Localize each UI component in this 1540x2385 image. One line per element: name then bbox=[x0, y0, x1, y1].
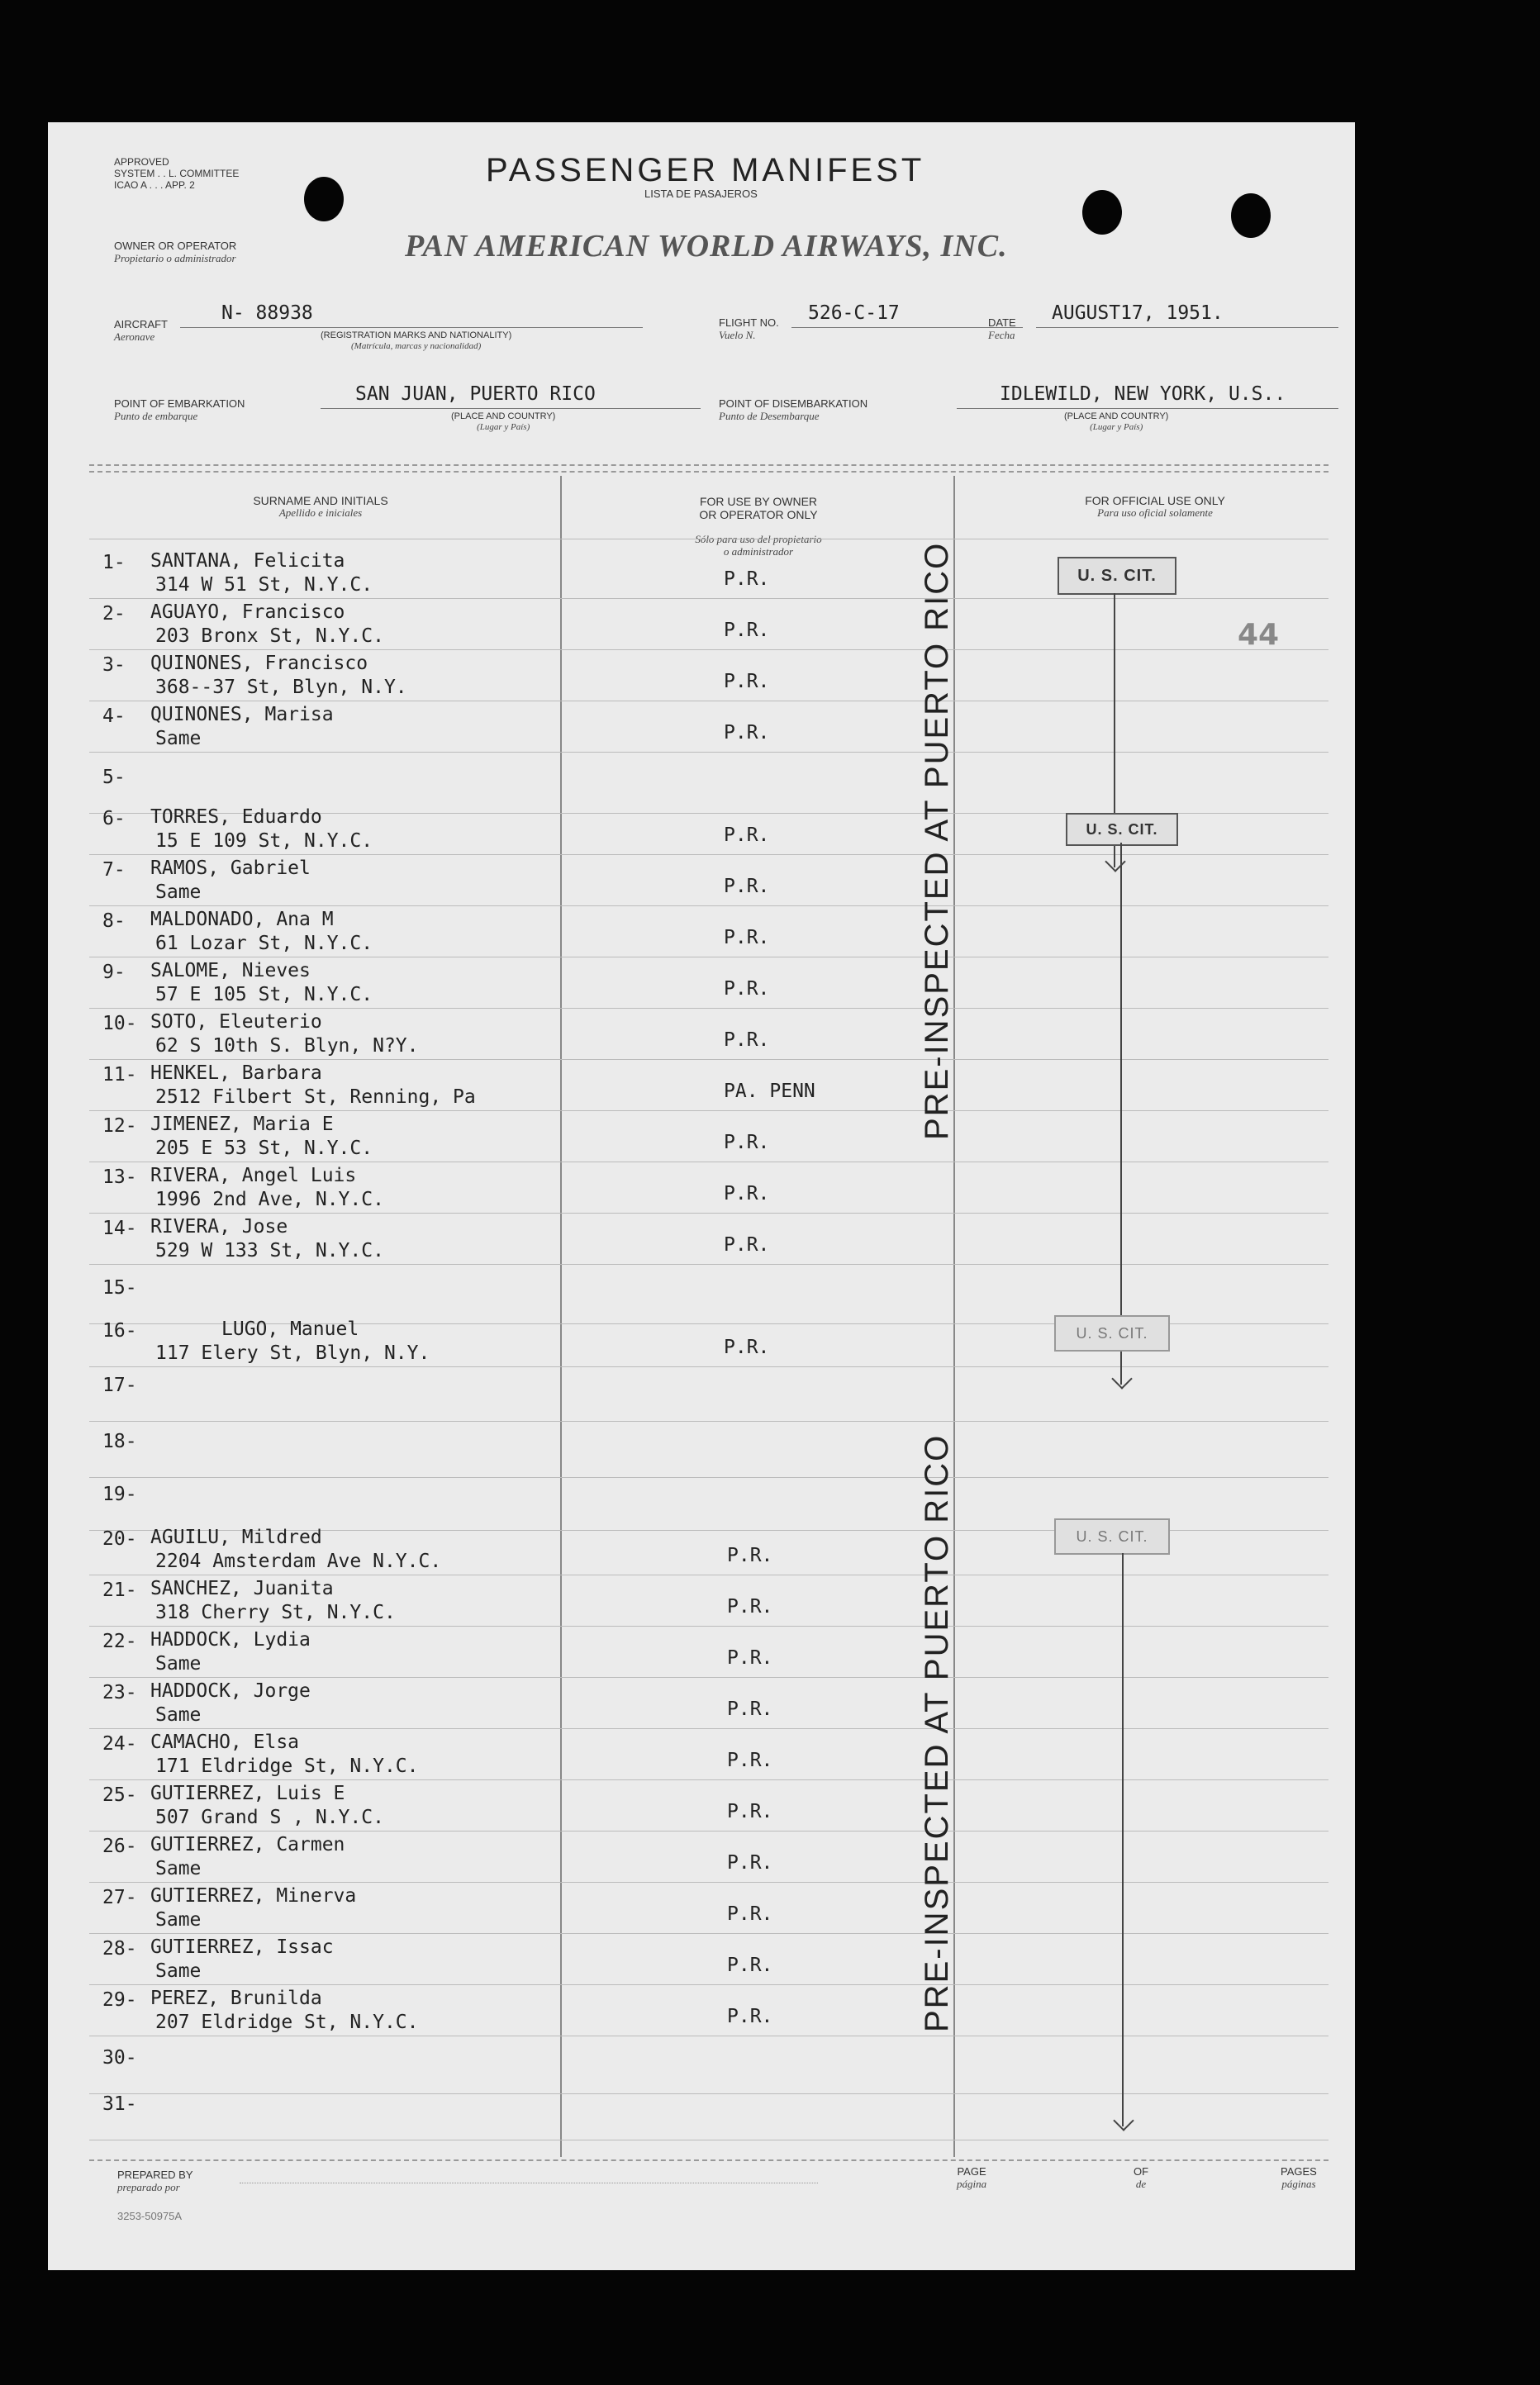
row-number: 24- bbox=[102, 1733, 137, 1755]
owner-use-code: P.R. bbox=[724, 1234, 770, 1256]
passenger-name: RIVERA, Angel Luis bbox=[150, 1165, 357, 1186]
owner-label: OWNER OR OPERATOR Propietario o administrador bbox=[114, 240, 237, 264]
owner-use-code: P.R. bbox=[724, 722, 770, 744]
owner-use-code: P.R. bbox=[724, 1337, 770, 1358]
passenger-name: SANTANA, Felicita bbox=[150, 550, 345, 572]
approved-line: APPROVED bbox=[114, 156, 169, 168]
row-number: 13- bbox=[102, 1166, 137, 1188]
passenger-address: 507 Grand S , N.Y.C. bbox=[155, 1807, 384, 1828]
passenger-address: Same bbox=[155, 1704, 202, 1726]
passenger-name: SANCHEZ, Juanita bbox=[150, 1578, 334, 1599]
row-rule bbox=[89, 1626, 1328, 1627]
owner-use-code: P.R. bbox=[727, 1903, 773, 1925]
page-title: PASSENGER MANIFEST bbox=[486, 152, 925, 188]
row-number: 27- bbox=[102, 1887, 137, 1908]
passenger-name: PEREZ, Brunilda bbox=[150, 1988, 322, 2009]
passenger-name: SALOME, Nieves bbox=[150, 960, 311, 981]
row-number: 25- bbox=[102, 1784, 137, 1806]
flight-label: FLIGHT NO. Vuelo N. bbox=[719, 316, 779, 341]
row-number: 6- bbox=[102, 808, 126, 829]
passenger-address: 57 E 105 St, N.Y.C. bbox=[155, 984, 373, 1005]
disembarkation-label: POINT OF DISEMBARKATION Punto de Desembarque bbox=[719, 397, 868, 422]
passenger-name: MALDONADO, Ana M bbox=[150, 909, 334, 930]
owner-use-code: P.R. bbox=[724, 1183, 770, 1204]
disembarkation-place-note: (PLACE AND COUNTRY) (Lugar y País) bbox=[1064, 411, 1169, 432]
us-cit-stamp-3: U. S. CIT. bbox=[1054, 1315, 1170, 1352]
passenger-name: GUTIERREZ, Minerva bbox=[150, 1885, 357, 1907]
row-number: 19- bbox=[102, 1484, 137, 1505]
passenger-name: GUTIERREZ, Luis E bbox=[150, 1783, 345, 1804]
column-divider-1 bbox=[560, 476, 562, 2157]
passenger-address: Same bbox=[155, 1960, 202, 1982]
passenger-name: CAMACHO, Elsa bbox=[150, 1732, 300, 1753]
embarkation-place-note: (PLACE AND COUNTRY) (Lugar y País) bbox=[451, 411, 556, 432]
passenger-name: TORRES, Eduardo bbox=[150, 806, 322, 828]
row-rule bbox=[89, 1728, 1328, 1729]
punch-hole-left bbox=[304, 177, 344, 221]
passenger-address: 1996 2nd Ave, N.Y.C. bbox=[155, 1189, 384, 1210]
passenger-address: Same bbox=[155, 1653, 202, 1675]
owner-use-code: P.R. bbox=[727, 1647, 773, 1669]
row-number: 12- bbox=[102, 1115, 137, 1137]
row-rule bbox=[89, 1366, 1328, 1367]
passenger-address: 2204 Amsterdam Ave N.Y.C. bbox=[155, 1551, 442, 1572]
row-rule bbox=[89, 1677, 1328, 1678]
passenger-name: QUINONES, Marisa bbox=[150, 704, 334, 725]
row-rule bbox=[89, 1110, 1328, 1111]
page-title-es: LISTA DE PASAJEROS bbox=[644, 188, 758, 200]
embarkation-label: POINT OF EMBARKATION Punto de embarque bbox=[114, 397, 245, 422]
owner-use-code: P.R. bbox=[727, 1750, 773, 1771]
passenger-name: GUTIERREZ, Carmen bbox=[150, 1834, 345, 1855]
row-rule bbox=[89, 905, 1328, 906]
of-label: OF de bbox=[1134, 2165, 1149, 2190]
row-number: 18- bbox=[102, 1431, 137, 1452]
col-header-official-use: FOR OFFICIAL USE ONLY Para uso oficial solamente bbox=[1085, 494, 1225, 520]
owner-use-code: P.R. bbox=[727, 1698, 773, 1720]
row-number: 14- bbox=[102, 1218, 137, 1239]
passenger-address: 205 E 53 St, N.Y.C. bbox=[155, 1138, 373, 1159]
row-rule bbox=[89, 752, 1328, 753]
approved-line: ICAO A . . . APP. 2 bbox=[114, 178, 195, 191]
passenger-name: HENKEL, Barbara bbox=[150, 1062, 322, 1084]
row-number: 7- bbox=[102, 859, 126, 881]
disembarkation-value: IDLEWILD, NEW YORK, U.S.. bbox=[1000, 383, 1286, 405]
row-rule bbox=[89, 1779, 1328, 1780]
manifest-sheet bbox=[48, 122, 1355, 2270]
registration-note: (REGISTRATION MARKS AND NATIONALITY) (Matrícula, marcas y nacionalidad) bbox=[321, 330, 512, 351]
passenger-address: Same bbox=[155, 1909, 202, 1931]
row-number: 4- bbox=[102, 706, 126, 727]
passenger-name: RIVERA, Jose bbox=[150, 1216, 288, 1238]
passenger-name: GUTIERREZ, Issac bbox=[150, 1936, 334, 1958]
row-number: 15- bbox=[102, 1277, 137, 1299]
us-cit-stamp-2: U. S. CIT. bbox=[1066, 813, 1178, 846]
punch-hole-right bbox=[1231, 193, 1271, 238]
us-cit-stamp-4: U. S. CIT. bbox=[1054, 1518, 1170, 1555]
approved-block bbox=[114, 157, 239, 191]
owner-use-code: PA. PENN bbox=[724, 1081, 815, 1102]
owner-use-code: P.R. bbox=[727, 2006, 773, 2027]
row-rule bbox=[89, 1477, 1328, 1478]
row-rule bbox=[89, 1984, 1328, 1985]
passenger-address: 117 Elery St, Blyn, N.Y. bbox=[155, 1342, 430, 1364]
bracket-arrow-4 bbox=[1113, 2110, 1134, 2131]
row-number: 21- bbox=[102, 1580, 137, 1601]
passenger-address: Same bbox=[155, 1858, 202, 1879]
us-cit-stamp-1: U. S. CIT. bbox=[1058, 557, 1176, 595]
passenger-name: QUINONES, Francisco bbox=[150, 653, 368, 674]
row-number: 1- bbox=[102, 552, 126, 573]
row-rule bbox=[89, 1059, 1328, 1060]
owner-use-code: P.R. bbox=[727, 1852, 773, 1874]
row-number: 5- bbox=[102, 767, 126, 788]
owner-use-code: P.R. bbox=[724, 1132, 770, 1153]
row-number: 26- bbox=[102, 1836, 137, 1857]
row-number: 2- bbox=[102, 603, 126, 625]
passenger-name: HADDOCK, Lydia bbox=[150, 1629, 311, 1651]
row-number: 9- bbox=[102, 962, 126, 983]
col-header-surname: SURNAME AND INITIALS Apellido e iniciales bbox=[253, 494, 388, 520]
passenger-name: LUGO, Manuel bbox=[221, 1318, 359, 1340]
approved-line: SYSTEM . . L. COMMITTEE bbox=[114, 167, 240, 179]
date-label: DATE Fecha bbox=[988, 316, 1016, 341]
embarkation-value: SAN JUAN, PUERTO RICO bbox=[355, 383, 596, 405]
owner-use-code: P.R. bbox=[724, 978, 770, 1000]
form-number: 3253-50975A bbox=[117, 2210, 183, 2222]
row-rule bbox=[89, 1831, 1328, 1832]
owner-use-code: P.R. bbox=[727, 1545, 773, 1566]
pages-label: PAGES páginas bbox=[1281, 2165, 1317, 2190]
row-rule bbox=[89, 1882, 1328, 1883]
owner-use-code: P.R. bbox=[727, 1596, 773, 1618]
owner-use-code: P.R. bbox=[727, 1801, 773, 1822]
row-number: 28- bbox=[102, 1938, 137, 1960]
row-number: 3- bbox=[102, 654, 126, 676]
owner-use-code: P.R. bbox=[724, 824, 770, 846]
passenger-address: 207 Eldridge St, N.Y.C. bbox=[155, 2012, 419, 2033]
owner-use-code: P.R. bbox=[727, 1955, 773, 1976]
count-number: 44 bbox=[1238, 618, 1280, 652]
bracket-arrow-2 bbox=[1111, 1368, 1132, 1389]
passenger-name: RAMOS, Gabriel bbox=[150, 858, 311, 879]
row-number: 29- bbox=[102, 1989, 137, 2011]
passenger-address: 203 Bronx St, N.Y.C. bbox=[155, 625, 384, 647]
row-rule bbox=[89, 1008, 1328, 1009]
passenger-address: 318 Cherry St, N.Y.C. bbox=[155, 1602, 396, 1623]
owner-use-code: P.R. bbox=[724, 671, 770, 692]
passenger-address: Same bbox=[155, 728, 202, 749]
owner-use-code: P.R. bbox=[724, 927, 770, 948]
row-number: 17- bbox=[102, 1375, 137, 1396]
punch-hole-mid bbox=[1082, 190, 1122, 235]
row-rule bbox=[89, 1264, 1328, 1265]
passenger-address: 171 Eldridge St, N.Y.C. bbox=[155, 1755, 419, 1777]
date-value: AUGUST17, 1951. bbox=[1052, 302, 1224, 324]
passenger-name: JIMENEZ, Maria E bbox=[150, 1114, 334, 1135]
row-rule bbox=[89, 649, 1328, 650]
passenger-name: HADDOCK, Jorge bbox=[150, 1680, 311, 1702]
passenger-address: Same bbox=[155, 881, 202, 903]
prepared-by-label: PREPARED BY preparado por bbox=[117, 2169, 193, 2193]
passenger-address: 314 W 51 St, N.Y.C. bbox=[155, 574, 373, 596]
owner-value: PAN AMERICAN WORLD AIRWAYS, INC. bbox=[405, 229, 1008, 264]
row-number: 11- bbox=[102, 1064, 137, 1086]
owner-use-code: P.R. bbox=[724, 568, 770, 590]
passenger-address: 62 S 10th S. Blyn, N?Y. bbox=[155, 1035, 419, 1057]
row-rule bbox=[89, 598, 1328, 599]
preinspected-stamp-2: PRE-INSPECTED AT PUERTO RICO bbox=[919, 1433, 955, 2032]
aircraft-label: AIRCRAFT Aeronave bbox=[114, 318, 168, 343]
passenger-name: AGUILU, Mildred bbox=[150, 1527, 322, 1548]
row-rule bbox=[89, 1421, 1328, 1422]
owner-use-code: P.R. bbox=[724, 1029, 770, 1051]
row-number: 20- bbox=[102, 1528, 137, 1550]
passenger-address: 61 Lozar St, N.Y.C. bbox=[155, 933, 373, 954]
flight-value: 526-C-17 bbox=[808, 302, 900, 324]
col-header-owner-use: FOR USE BY OWNER OR OPERATOR ONLY Sólo para uso del propietario o administrador bbox=[695, 494, 822, 558]
row-rule bbox=[89, 1213, 1328, 1214]
owner-use-code: P.R. bbox=[724, 620, 770, 641]
row-number: 8- bbox=[102, 910, 126, 932]
row-number: 31- bbox=[102, 2093, 137, 2115]
passenger-address: 529 W 133 St, N.Y.C. bbox=[155, 1240, 384, 1261]
owner-use-code: P.R. bbox=[724, 876, 770, 897]
aircraft-value: N- 88938 bbox=[221, 302, 313, 324]
bracket-line-4 bbox=[1122, 1553, 1124, 2126]
passenger-address: 15 E 109 St, N.Y.C. bbox=[155, 830, 373, 852]
passenger-name: AGUAYO, Francisco bbox=[150, 601, 345, 623]
page-label: PAGE página bbox=[957, 2165, 987, 2190]
row-number: 16- bbox=[102, 1320, 137, 1342]
passenger-name: SOTO, Eleuterio bbox=[150, 1011, 322, 1033]
row-rule bbox=[89, 854, 1328, 855]
row-rule bbox=[89, 2093, 1328, 2094]
preinspected-stamp-1: PRE-INSPECTED AT PUERTO RICO bbox=[919, 541, 955, 1140]
passenger-address: 368--37 St, Blyn, N.Y. bbox=[155, 677, 407, 698]
bracket-line-2 bbox=[1120, 843, 1122, 1385]
row-number: 23- bbox=[102, 1682, 137, 1703]
row-rule bbox=[89, 1933, 1328, 1934]
passenger-address: 2512 Filbert St, Renning, Pa bbox=[155, 1086, 476, 1108]
row-number: 22- bbox=[102, 1631, 137, 1652]
row-number: 30- bbox=[102, 2047, 137, 2069]
row-number: 10- bbox=[102, 1013, 137, 1034]
